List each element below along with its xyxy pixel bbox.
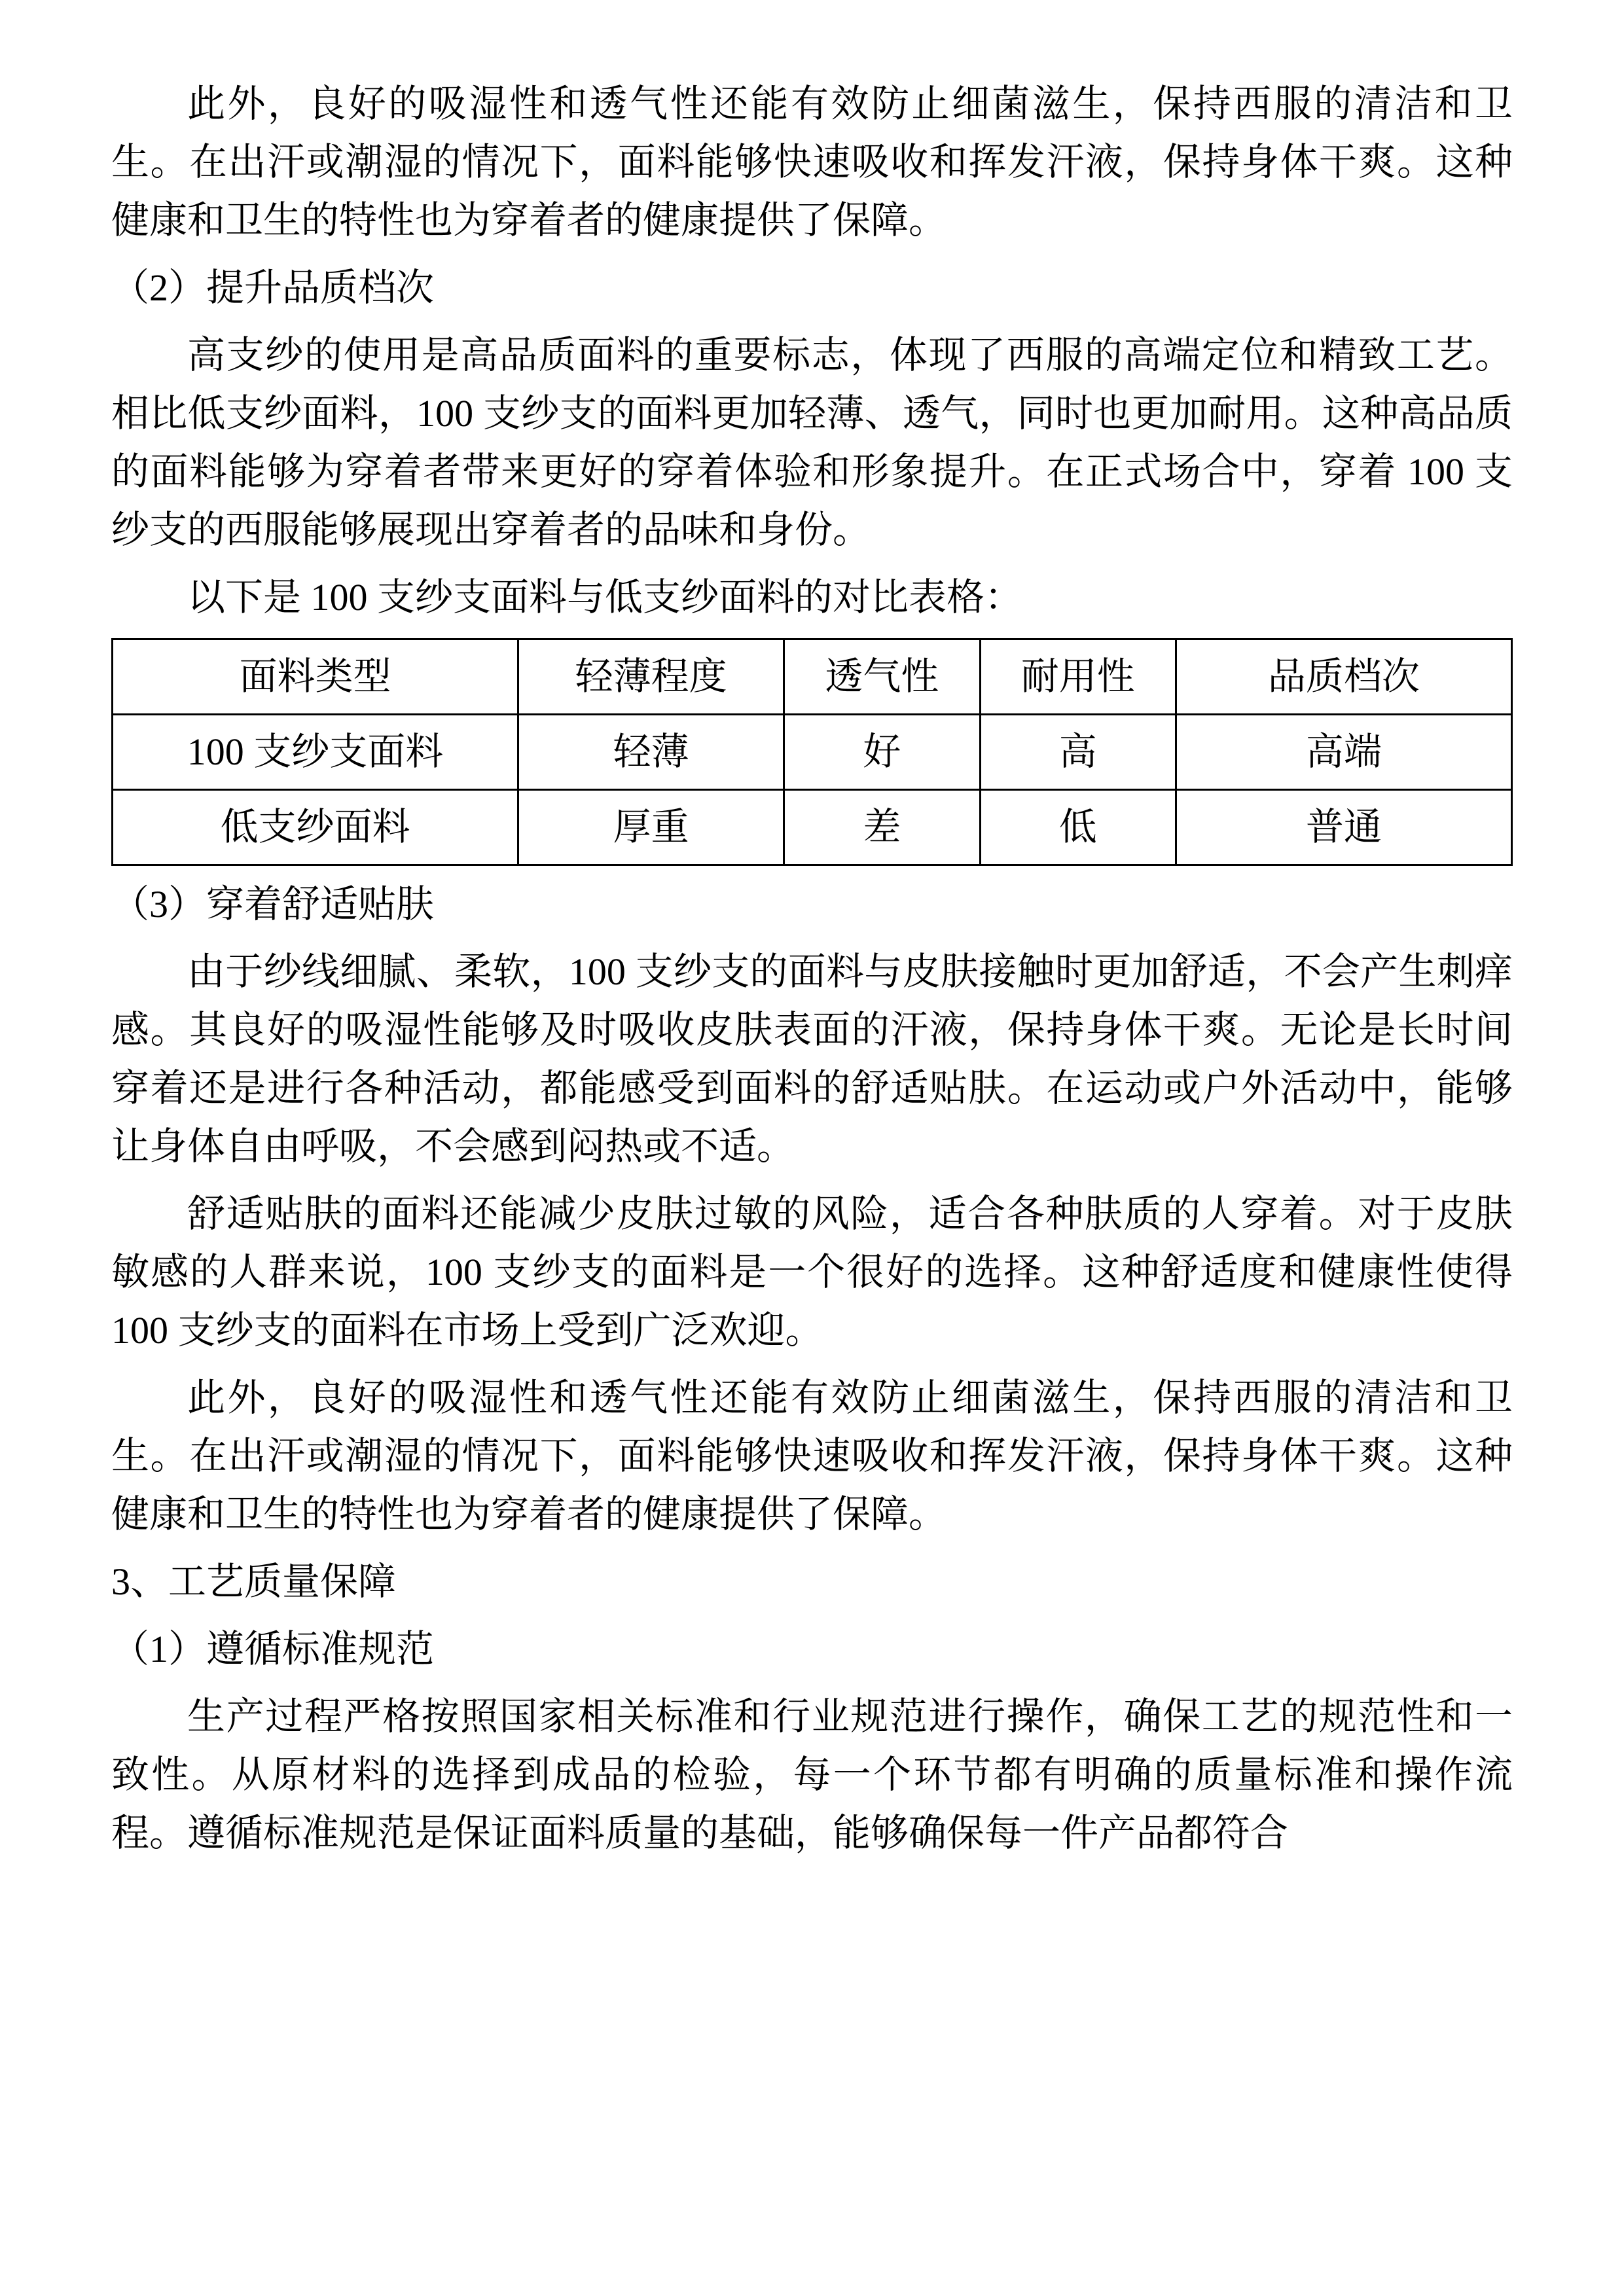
table-header-cell: 品质档次 <box>1176 639 1511 715</box>
table-cell: 轻薄 <box>518 715 784 790</box>
fabric-comparison-table <box>111 638 1513 866</box>
heading-quality-grade: （2）提升品质档次 <box>111 266 435 309</box>
heading-standard: （1）遵循标准规范 <box>111 1628 435 1670</box>
table-row <box>113 715 1512 790</box>
table-header-row <box>113 639 1512 715</box>
table-cell: 普通 <box>1176 790 1511 865</box>
table-cell: 厚重 <box>518 790 784 865</box>
paragraph-comfort-2: 舒适贴肤的面料还能减少皮肤过敏的风险，适合各种肤质的人穿着。对于皮肤敏感的人群来说，100 支纱支的面料是一个很好的选择。这种舒适度和健康性使得 100 支纱支的面料在市场上受到广泛欢迎。 <box>111 1193 1513 1352</box>
paragraph-comfort-3: 此外，良好的吸湿性和透气性还能有效防止细菌滋生，保持西服的清洁和卫生。在出汗或潮湿的情况下，面料能够快速吸收和挥发汗液，保持身体干爽。这种健康和卫生的特性也为穿着者的健康提供了保障。 <box>111 1376 1513 1535</box>
document-body <box>111 65 1513 1862</box>
table-header-cell: 耐用性 <box>980 639 1176 715</box>
table-cell: 高端 <box>1176 715 1511 790</box>
table-cell: 差 <box>784 790 980 865</box>
table-header-cell: 面料类型 <box>113 639 518 715</box>
table-header-cell: 轻薄程度 <box>518 639 784 715</box>
paragraph-table-intro: 以下是 100 支纱支面料与低支纱面料的对比表格： <box>187 576 1023 619</box>
table-cell: 高 <box>980 715 1176 790</box>
heading-comfort: （3）穿着舒适贴肤 <box>111 883 435 925</box>
paragraph-quality: 高支纱的使用是高品质面料的重要标志，体现了西服的高端定位和精致工艺。相比低支纱面料，100 支纱支的面料更加轻薄、透气，同时也更加耐用。这种高品质的面料能够为穿着者带来更好的穿着体验和形象提升。在正式场合中，穿着 100 支纱支的西服能够展现出穿着者的品味和身份。 <box>111 334 1513 551</box>
paragraph-hygiene-top: 此外，良好的吸湿性和透气性还能有效防止细菌滋生，保持西服的清洁和卫生。在出汗或潮湿的情况下，面料能够快速吸收和挥发汗液，保持身体干爽。这种健康和卫生的特性也为穿着者的健康提供了保障。 <box>111 82 1513 242</box>
table-cell: 低 <box>980 790 1176 865</box>
heading-craft-quality: 3、工艺质量保障 <box>111 1560 397 1603</box>
table-row <box>113 790 1512 865</box>
table-cell: 好 <box>784 715 980 790</box>
table-header-cell: 透气性 <box>784 639 980 715</box>
paragraph-comfort-1: 由于纱线细腻、柔软，100 支纱支的面料与皮肤接触时更加舒适，不会产生刺痒感。其良好的吸湿性能够及时吸收皮肤表面的汗液，保持身体干爽。无论是长时间穿着还是进行各种活动，都能感受到面料的舒适贴肤。在运动或户外活动中，能够让身体自由呼吸，不会感到闷热或不适。 <box>111 950 1513 1168</box>
table-cell: 低支纱面料 <box>113 790 518 865</box>
paragraph-standard: 生产过程严格按照国家相关标准和行业规范进行操作，确保工艺的规范性和一致性。从原材料的选择到成品的检验，每一个环节都有明确的质量标准和操作流程。遵循标准规范是保证面料质量的基础，能够确保每一件产品都符合 <box>111 1695 1513 1854</box>
table-cell: 100 支纱支面料 <box>113 715 518 790</box>
